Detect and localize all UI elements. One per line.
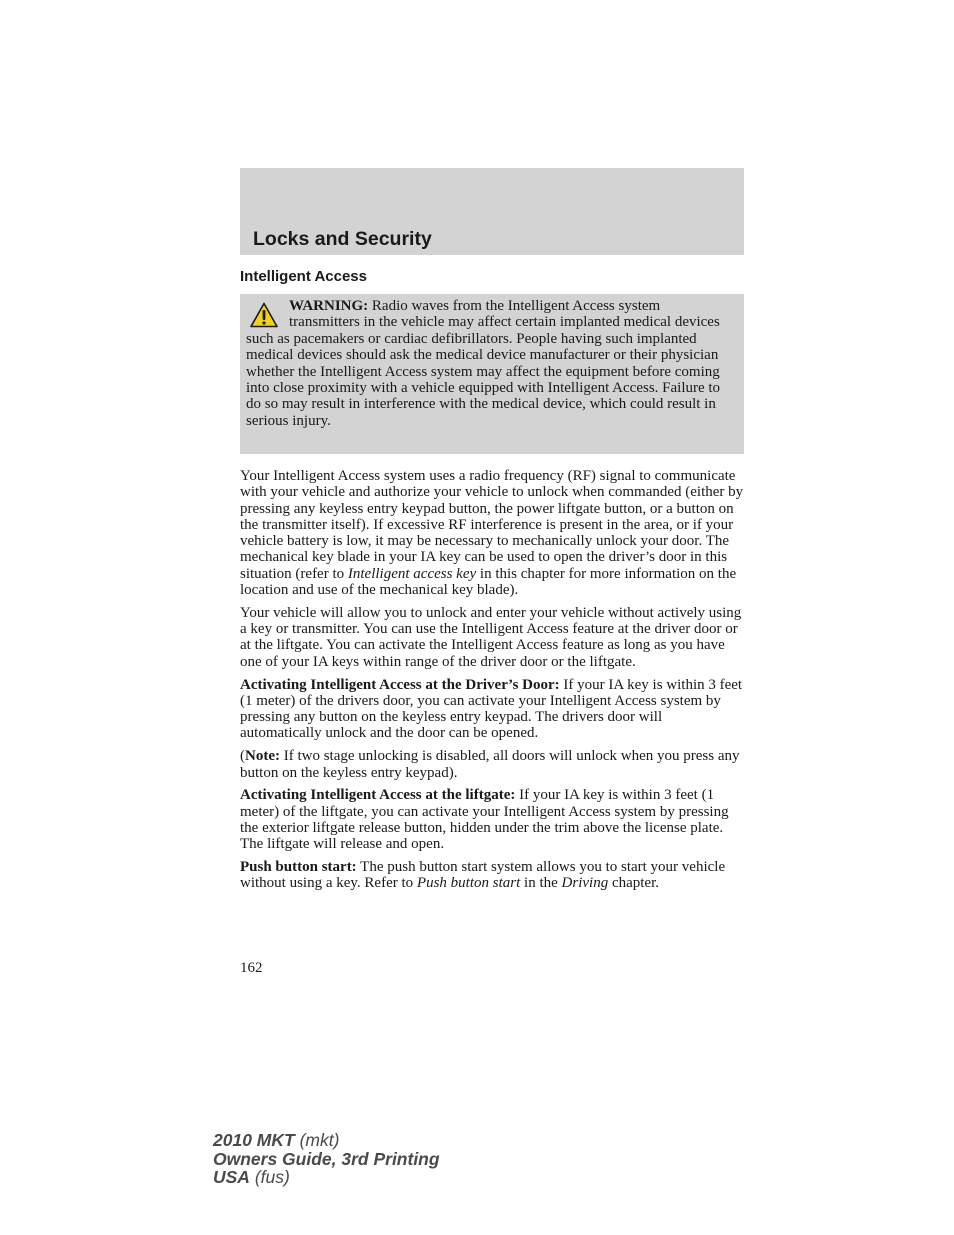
paragraph-lead: Activating Intelligent Access at the liftgate:: [240, 787, 516, 804]
warning-body: transmitters in the vehicle may affect certain implanted medical devices such as pacemakers or cardiac defibrillators. People having such implanted medical devices should ask the medical device manufacturer or their physician whether the Intelligent Access system may affect the equipment before coming into close proximity with a vehicle equipped with Intelligent Access. Failure to do so may result in interference with the medical device, which could result in serious injury.: [246, 314, 721, 429]
footer-market: USA: [213, 1167, 250, 1187]
cross-reference: Driving: [561, 875, 609, 892]
footer-model: 2010 MKT: [213, 1130, 295, 1150]
paragraph-push-button-start: [240, 859, 746, 892]
paragraph-text: in this chapter for more information on the location and use of the mechanical key blade).: [240, 565, 737, 599]
warning-label: WARNING:: [289, 298, 369, 314]
paragraph-text: If your IA key is within 3 feet (1 meter) of the liftgate, you can activate your Intelligent Access system by pressing the exterior liftgate release button, hidden under the trim above the license plate. The liftgate will release and open.: [240, 787, 729, 853]
paragraph-text: If your IA key is within 3 feet (1 meter) of the drivers door, you can activate your Intelligent Access system by pressing any button on the keyless entry keypad. The drivers door will automatically unlock and the door can be opened.: [240, 676, 743, 742]
paragraph-rf-signal: [240, 468, 746, 598]
page-number: 162: [240, 960, 263, 976]
paragraph-liftgate: [240, 787, 746, 852]
document-footer: [213, 1131, 440, 1187]
chapter-header-band: [240, 168, 744, 255]
paren-open: (: [240, 748, 245, 765]
paragraph-text: If two stage unlocking is disabled, all doors will unlock when you press any button on the keyless entry keypad).: [240, 748, 740, 781]
body-text: [240, 468, 746, 898]
section-heading: Intelligent Access: [240, 268, 367, 285]
warning-text: [246, 298, 738, 429]
footer-guide: Owners Guide, 3rd Printing: [213, 1148, 440, 1169]
paragraph-text: chapter.: [608, 875, 660, 892]
paragraph-text: The push button start system allows you to start your vehicle without using a key. Refer to: [240, 859, 726, 892]
paragraph-lead: Push button start:: [240, 859, 357, 876]
cross-reference: Push button start: [416, 875, 521, 892]
footer-line-market: [213, 1168, 440, 1187]
chapter-title: Locks and Security: [253, 228, 432, 250]
footer-model-code: (mkt): [294, 1130, 340, 1150]
cross-reference: Intelligent access key: [347, 565, 477, 582]
paragraph-unlock-without-key: Your vehicle will allow you to unlock and enter your vehicle without actively using a key or transmitter. You can use the Intelligent Access feature at the driver door or at the liftgate. You can activate the Intelligent Access feature as long as you have one of your IA keys within range of the driver door or the liftgate.: [240, 604, 742, 670]
warning-box: [240, 294, 744, 454]
paragraph-note: [240, 748, 746, 781]
paragraph-text: in the: [520, 875, 562, 892]
paragraph-lead: Activating Intelligent Access at the Driver’s Door:: [240, 676, 560, 693]
paragraph-text: Your Intelligent Access system uses a radio frequency (RF) signal to communicate with your vehicle and authorize your vehicle to unlock when commanded (either by pressing any keyless entry keypad button, the power liftgate button, or a button on the transmitter itself). If excessive RF interference is present in the area, or if your vehicle battery is low, it may be necessary to mechanically unlock your door. The mechanical key blade in your IA key can be used to open the driver’s door in this situation (refer to: [240, 468, 744, 582]
footer-market-code: (fus): [249, 1167, 290, 1187]
note-label: Note:: [245, 748, 280, 765]
paragraph-driver-door: [240, 677, 746, 742]
warning-first-line: Radio waves from the Intelligent Access system: [371, 298, 661, 314]
footer-line-guide: [213, 1150, 440, 1169]
footer-line-model: [213, 1131, 440, 1150]
